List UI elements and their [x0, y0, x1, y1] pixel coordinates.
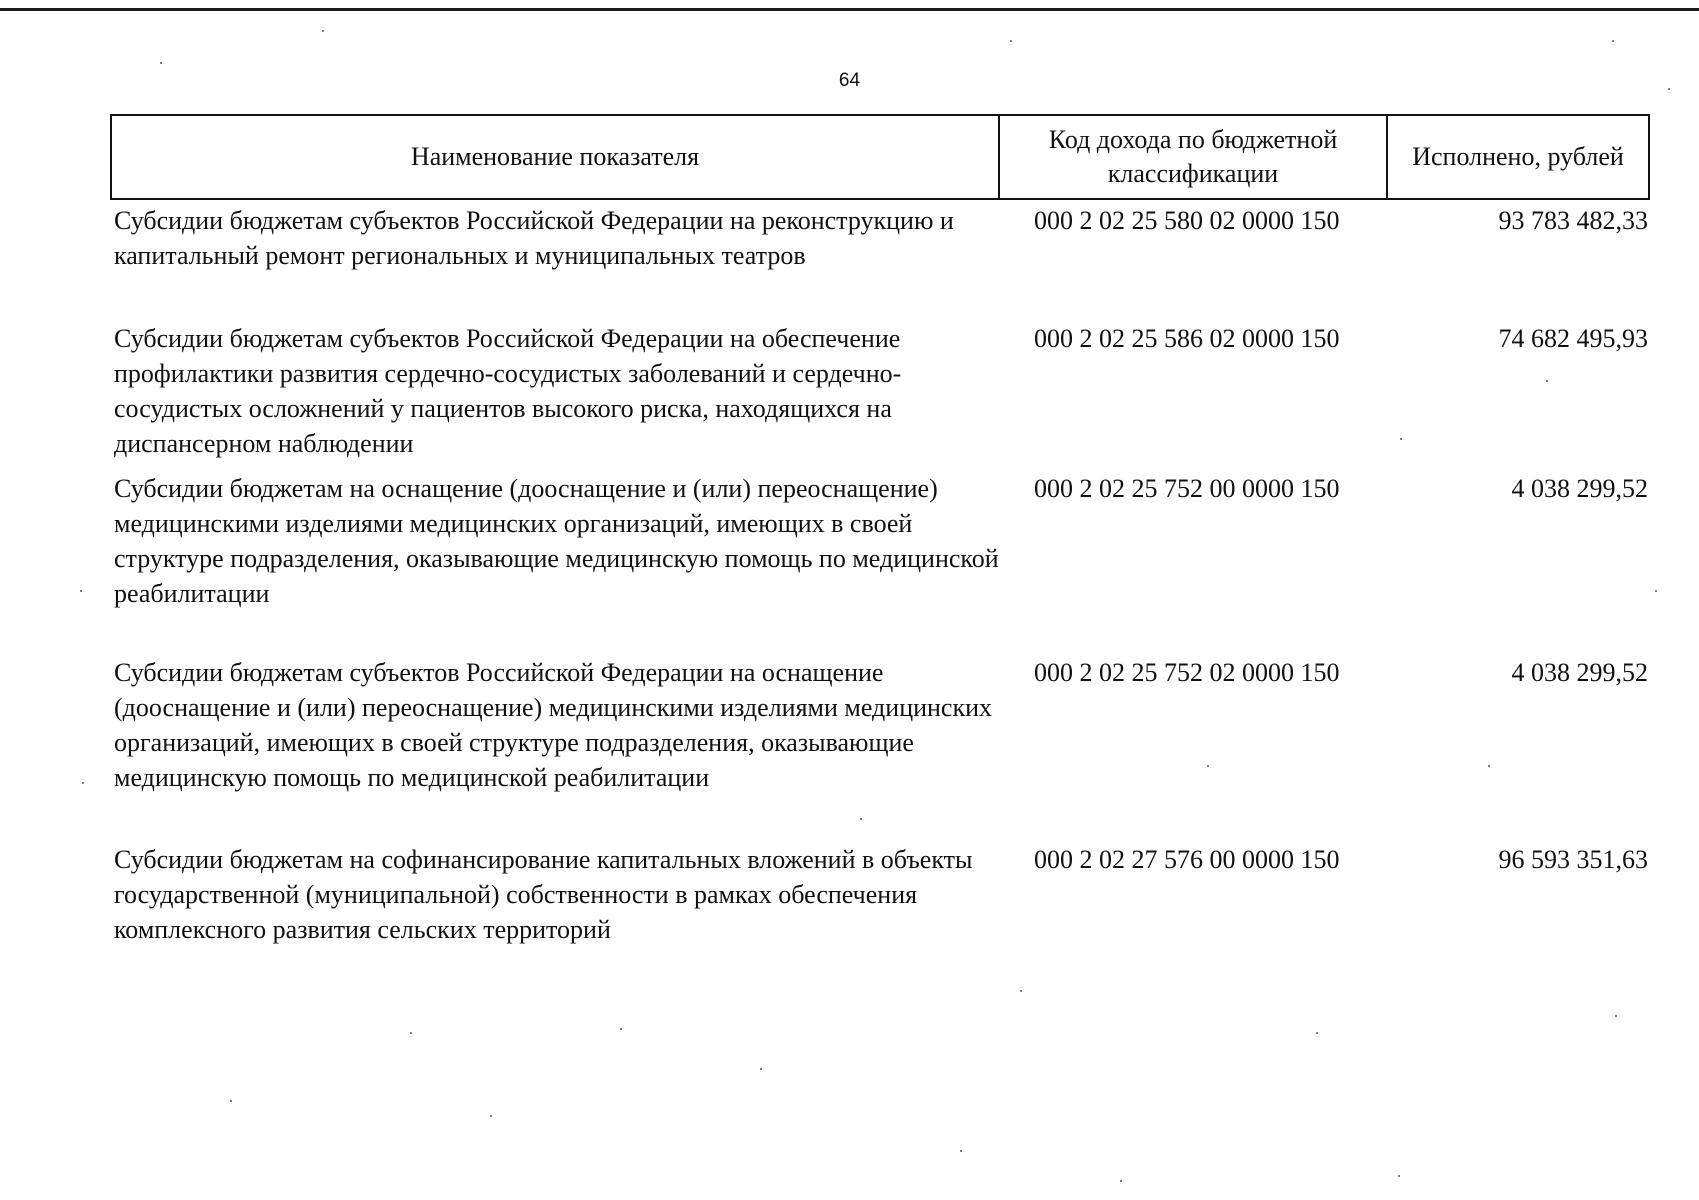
table-row — [112, 842, 1650, 947]
page-number: 64 — [838, 70, 861, 91]
scan-speck — [410, 1032, 412, 1034]
scan-speck — [1120, 1180, 1122, 1182]
scan-speck — [1398, 1175, 1400, 1177]
scan-speck — [160, 62, 162, 64]
row-executed: 4 038 299,52 — [1511, 474, 1648, 503]
scan-speck — [230, 1100, 232, 1102]
scan-speck — [1316, 1032, 1318, 1034]
header-executed: Исполнено, рублей — [1412, 142, 1624, 171]
row-code: 000 2 02 25 752 02 0000 150 — [1034, 658, 1340, 687]
scan-speck — [1488, 765, 1490, 767]
row-code: 000 2 02 25 580 02 0000 150 — [1034, 206, 1340, 235]
row-name: Субсидии бюджетам на софинансирование капитальных вложений в объекты государственной (муниципальной) собственности в рамках обеспечения комплексного развития сельских территорий — [114, 845, 973, 944]
scan-speck — [490, 1115, 492, 1117]
scan-speck — [620, 1028, 622, 1030]
table-row — [112, 471, 1650, 611]
scan-speck — [1010, 40, 1012, 42]
row-code: 000 2 02 27 576 00 0000 150 — [1034, 845, 1340, 874]
table-row — [112, 321, 1650, 461]
row-name: Субсидии бюджетам субъектов Российской Федерации на обеспечение профилактики развития сердечно-сосудистых заболеваний и сердечно-сосудистых осложнений у пациентов высокого риска, находящихся на диспансерном наблюдении — [114, 324, 902, 458]
scan-speck — [1615, 1015, 1617, 1017]
row-executed: 74 682 495,93 — [1498, 324, 1648, 353]
scan-speck — [322, 30, 324, 32]
scan-speck — [960, 1150, 962, 1152]
row-name: Субсидии бюджетам на оснащение (дооснащение и (или) переоснащение) медицинскими изделиями медицинских организаций, имеющих в своей структуре подразделения, оказывающие медицинскую помощь по медицинской реабилитации — [114, 474, 999, 608]
row-name: Субсидии бюджетам субъектов Российской Федерации на реконструкцию и капитальный ремонт региональных и муниципальных театров — [114, 206, 954, 270]
scan-speck — [760, 1068, 762, 1070]
scan-speck — [1207, 765, 1209, 767]
scan-speck — [1668, 88, 1670, 90]
scan-speck — [82, 782, 84, 784]
row-executed: 96 593 351,63 — [1498, 845, 1648, 874]
row-code: 000 2 02 25 752 00 0000 150 — [1034, 474, 1340, 503]
row-executed: 4 038 299,52 — [1511, 658, 1648, 687]
scan-speck — [1546, 380, 1548, 382]
scan-speck — [860, 818, 862, 820]
top-border-line — [0, 8, 1699, 11]
scan-speck — [1612, 40, 1614, 42]
row-name: Субсидии бюджетам субъектов Российской Федерации на оснащение (дооснащение и (или) переоснащение) медицинскими изделиями медицинских организаций, имеющих в своей структуре подразделения, оказывающие медицинскую помощь по медицинской реабилитации — [114, 658, 993, 792]
scan-speck — [80, 590, 82, 592]
table-row — [112, 655, 1650, 795]
header-code: Код дохода по бюджетной классификации — [1000, 116, 1388, 198]
row-executed: 93 783 482,33 — [1498, 206, 1648, 235]
scan-speck — [1655, 590, 1657, 592]
scan-speck — [1400, 438, 1402, 440]
scan-speck — [1020, 990, 1022, 992]
row-code: 000 2 02 25 586 02 0000 150 — [1034, 324, 1340, 353]
table-header — [110, 114, 1650, 200]
header-name: Наименование показателя — [112, 116, 1000, 198]
table-row — [112, 203, 1650, 273]
